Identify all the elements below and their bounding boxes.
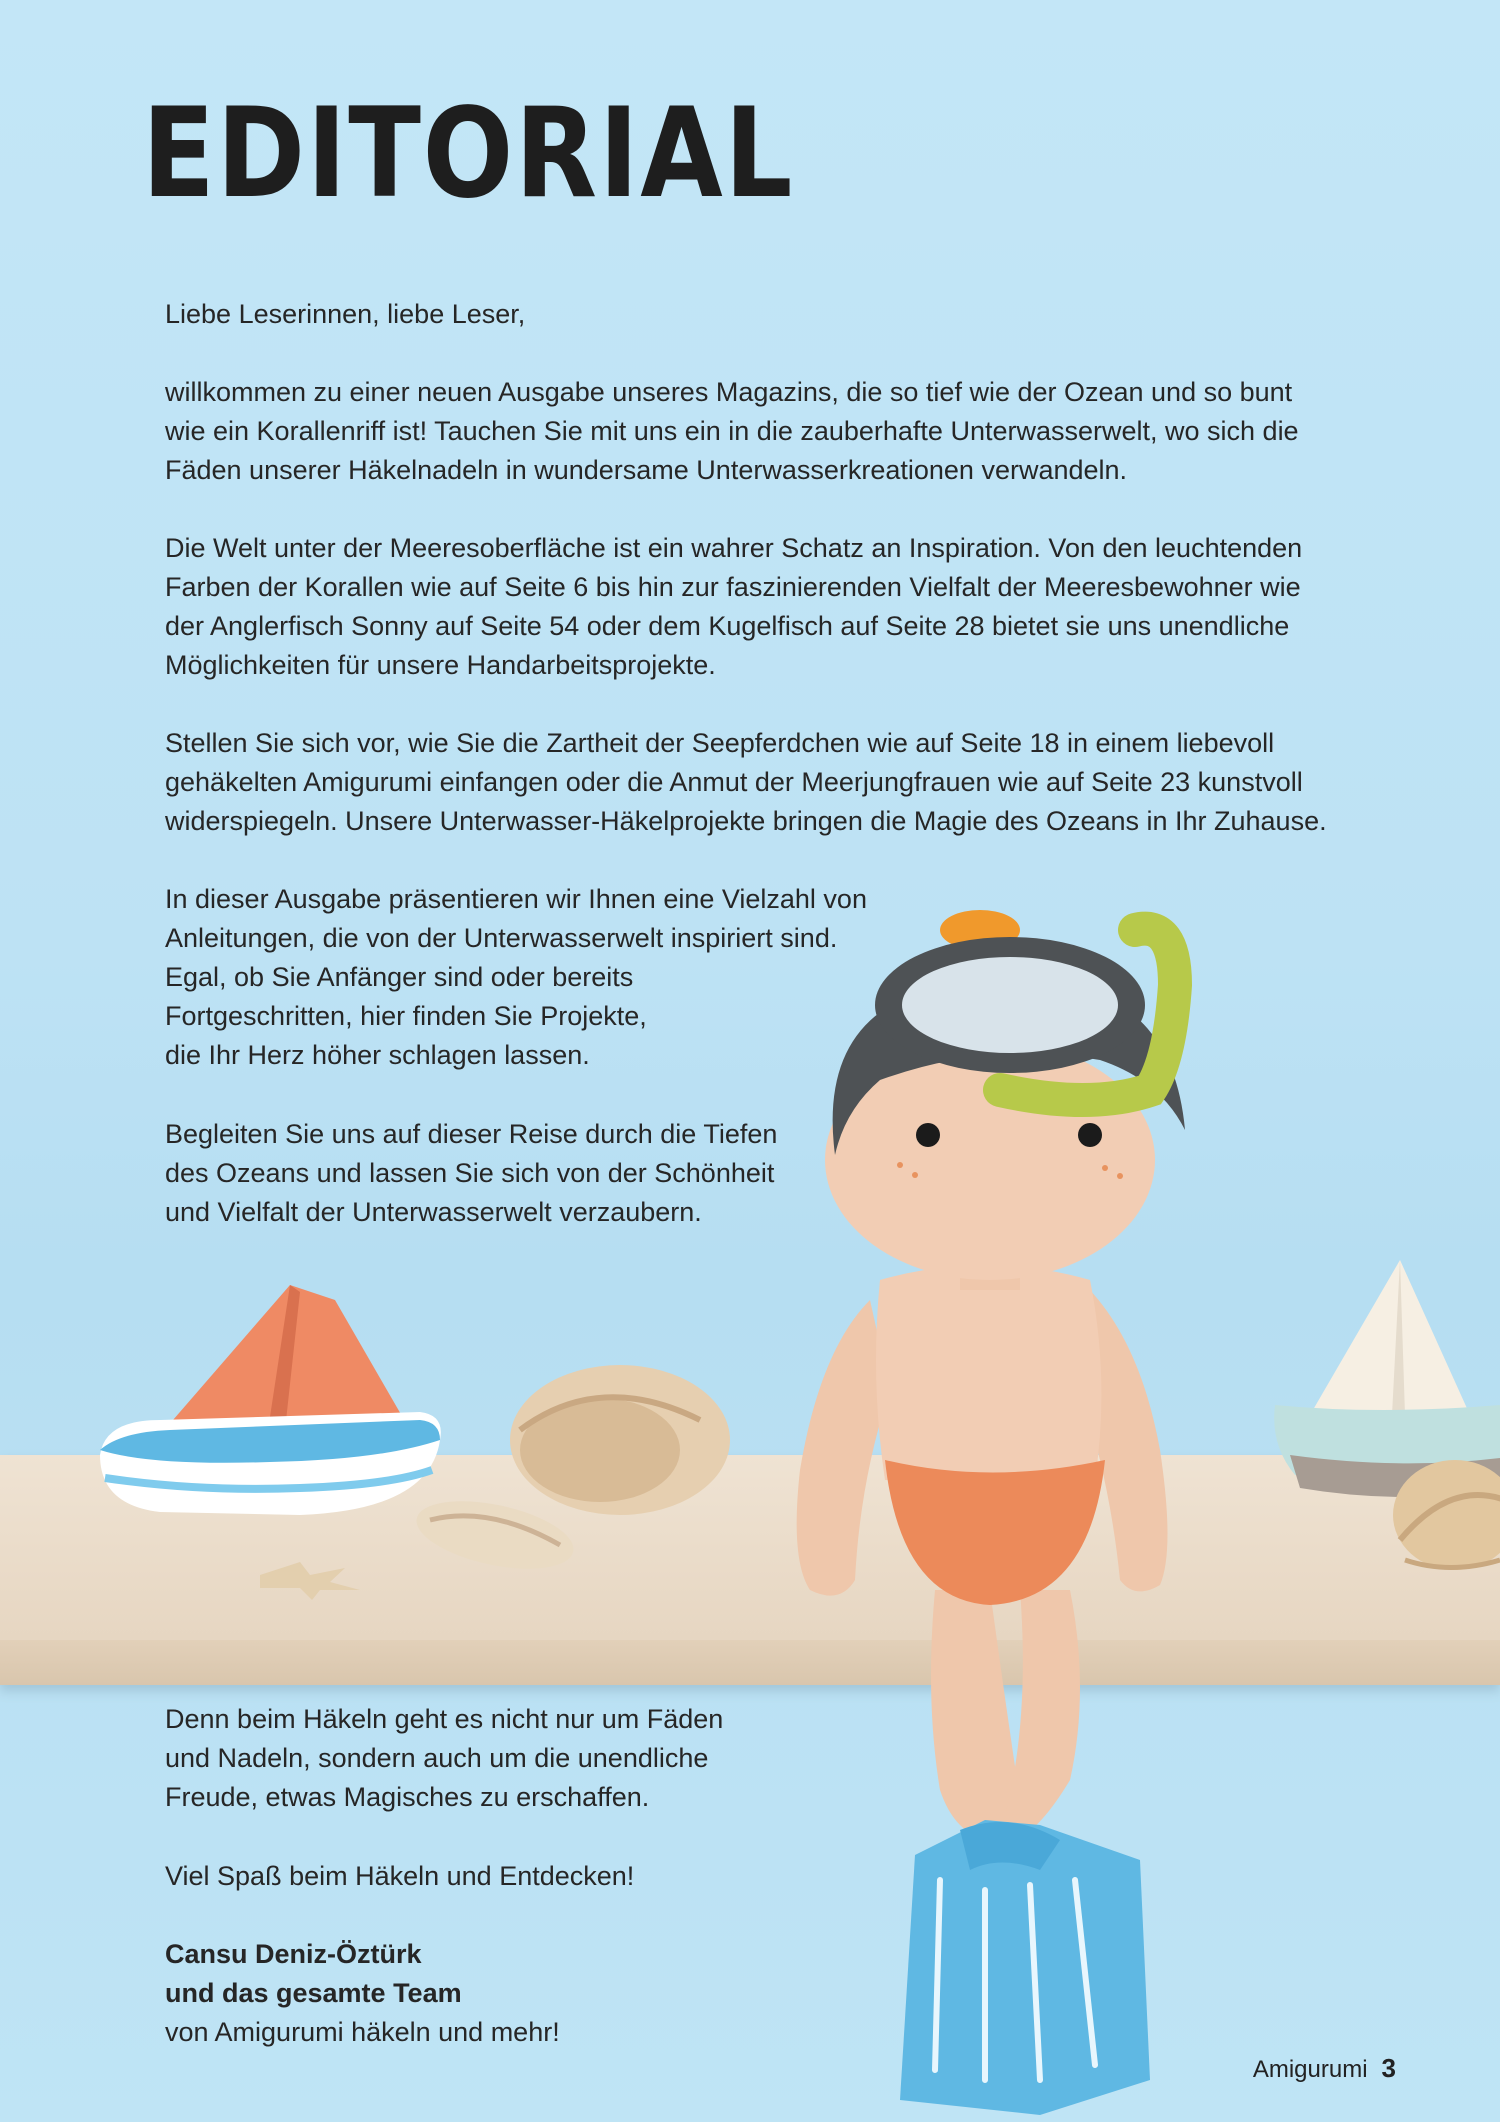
text-line: In dieser Ausgabe präsentieren wir Ihnen eine Vielzahl von	[165, 884, 867, 914]
text-line: Begleiten Sie uns auf dieser Reise durch die Tiefen	[165, 1119, 778, 1149]
text-line: Fäden unserer Häkelnadeln in wundersame Unterwasserkreationen verwandeln.	[165, 455, 1128, 485]
signature-block	[165, 1935, 925, 2052]
text-line: und Nadeln, sondern auch um die unendliche	[165, 1743, 709, 1773]
blue-flipper	[900, 1820, 1150, 2115]
text-line: die Ihr Herz höher schlagen lassen.	[165, 1040, 590, 1070]
text-line: willkommen zu einer neuen Ausgabe unseres Magazins, die so tief wie der Ozean und so bunt	[165, 377, 1293, 407]
magazine-name: Amigurumi	[1252, 2056, 1368, 2083]
text-line: und Vielfalt der Unterwasserwelt verzaubern.	[165, 1197, 702, 1227]
page-footer	[1253, 2053, 1396, 2084]
greeting: Liebe Leserinnen, liebe Leser,	[165, 299, 526, 329]
text-line: Anleitungen, die von der Unterwasserwelt inspiriert sind.	[165, 923, 838, 953]
text-line: widerspiegeln. Unsere Unterwasser-Häkelprojekte bringen die Magie des Ozeans in Ihr Zuhause.	[165, 806, 1327, 836]
text-line: des Ozeans und lassen Sie sich von der Schönheit	[165, 1158, 775, 1188]
text-line: der Anglerfisch Sonny auf Seite 54 oder dem Kugelfisch auf Seite 28 bietet sie uns unendliche	[165, 611, 1290, 641]
text-line: wie ein Korallenriff ist! Tauchen Sie mit uns ein in die zauberhafte Unterwasserwelt, wo sich die	[165, 416, 1299, 446]
page-title: EDITORIAL	[142, 82, 795, 226]
text-line: Fortgeschritten, hier finden Sie Projekte,	[165, 1001, 647, 1031]
closing-line: Viel Spaß beim Häkeln und Entdecken!	[165, 1861, 635, 1891]
paragraph-inspiration	[165, 529, 1365, 685]
text-line: Die Welt unter der Meeresoberfläche ist ein wahrer Schatz an Inspiration. Von den leuchtenden	[165, 533, 1303, 563]
paragraph-joy	[165, 1700, 925, 1817]
text-line: Freude, etwas Magisches zu erschaffen.	[165, 1782, 650, 1812]
team-line: und das gesamte Team	[165, 1978, 462, 2008]
text-line: Denn beim Häkeln geht es nicht nur um Fäden	[165, 1704, 724, 1734]
paragraph-seahorses	[165, 724, 1365, 841]
paragraph-this-issue	[165, 880, 925, 1075]
text-line: Egal, ob Sie Anfänger sind oder bereits	[165, 962, 634, 992]
publication-line: von Amigurumi häkeln und mehr!	[165, 2017, 560, 2047]
crochet-boat-left	[100, 1285, 441, 1515]
page-number: 3	[1381, 2053, 1396, 2083]
paragraph-intro	[165, 373, 1365, 490]
text-line: Farben der Korallen wie auf Seite 6 bis hin zur faszinierenden Vielfalt der Meeresbewohner wie	[165, 572, 1301, 602]
text-line: Möglichkeiten für unsere Handarbeitsprojekte.	[165, 650, 716, 680]
paragraph-journey	[165, 1115, 925, 1232]
author-name: Cansu Deniz-Öztürk	[165, 1939, 422, 1969]
text-line: gehäkelten Amigurumi einfangen oder die Anmut der Meerjungfrauen wie auf Seite 23 kunstvoll	[165, 767, 1303, 797]
text-line: Stellen Sie sich vor, wie Sie die Zartheit der Seepferdchen wie auf Seite 18 in einem liebevoll	[165, 728, 1275, 758]
